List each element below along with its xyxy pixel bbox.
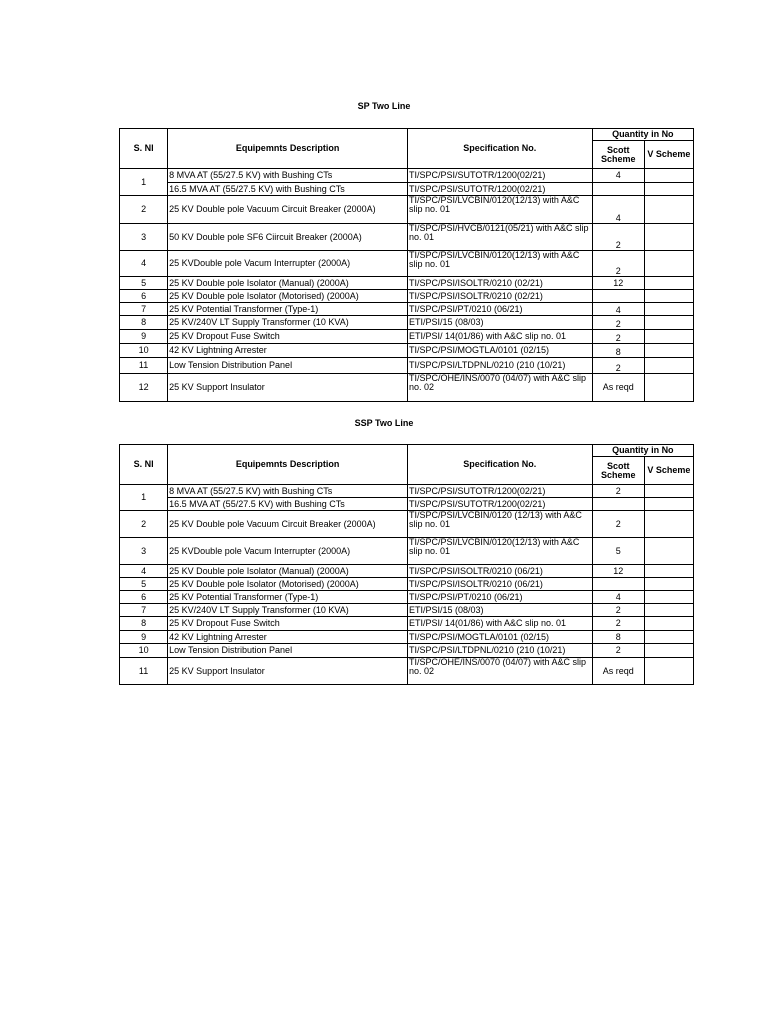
cell-v-qty (644, 344, 693, 358)
table-row (120, 303, 694, 316)
sp-equipment-table (119, 128, 694, 402)
cell-specification: ETI/PSI/ 14(01/86) with A&C slip no. 01 (407, 617, 592, 631)
header-v-scheme: V Scheme (644, 457, 693, 485)
table-row (120, 485, 694, 498)
cell-v-qty (644, 578, 693, 591)
table-row (120, 658, 694, 685)
cell-sn: 2 (120, 196, 168, 224)
cell-sn: 9 (120, 631, 168, 644)
cell-sn: 12 (120, 374, 168, 402)
cell-description: 25 KV Double pole Isolator (Manual) (2000A) (168, 277, 408, 290)
cell-v-qty (644, 183, 693, 196)
cell-v-qty (644, 644, 693, 658)
cell-scott-qty: 2 (592, 316, 644, 330)
cell-sn: 7 (120, 604, 168, 617)
cell-specification: TI/SPC/PSI/MOGTLA/0101 (02/15) (407, 631, 592, 644)
table-row (120, 644, 694, 658)
table-row (120, 498, 694, 511)
table-row (120, 196, 694, 224)
cell-specification: TI/SPC/PSI/LVCBIN/0120 (12/13) with A&C slip no. 01 (407, 511, 592, 538)
cell-specification: TI/SPC/PSI/HVCB/0121(05/21) with A&C slip no. 01 (407, 224, 592, 251)
cell-v-qty (644, 591, 693, 604)
cell-scott-qty: 2 (592, 358, 644, 374)
cell-v-qty (644, 316, 693, 330)
cell-v-qty (644, 196, 693, 224)
cell-specification: ETI/PSI/15 (08/03) (407, 316, 592, 330)
cell-v-qty (644, 290, 693, 303)
cell-sn: 6 (120, 591, 168, 604)
cell-sn: 3 (120, 224, 168, 251)
header-scott-scheme: Scott Scheme (592, 141, 644, 169)
cell-description: 25 KV Potential Transformer (Type-1) (168, 303, 408, 316)
header-description: Equipemnts Description (168, 445, 408, 485)
cell-sn: 10 (120, 344, 168, 358)
cell-scott-qty: 8 (592, 631, 644, 644)
cell-specification: TI/SPC/PSI/LVCBIN/0120(12/13) with A&C slip no. 01 (407, 251, 592, 277)
cell-scott-qty: 4 (592, 196, 644, 224)
cell-description: 25 KV Support Insulator (168, 374, 408, 402)
cell-v-qty (644, 498, 693, 511)
cell-sn: 1 (120, 169, 168, 196)
header-sn: S. Nl (120, 445, 168, 485)
ssp-equipment-table (119, 444, 694, 685)
cell-v-qty (644, 485, 693, 498)
table-row (120, 183, 694, 196)
cell-v-qty (644, 511, 693, 538)
cell-sn: 7 (120, 303, 168, 316)
cell-specification: TI/SPC/PSI/SUTOTR/1200(02/21) (407, 183, 592, 196)
cell-scott-qty (592, 578, 644, 591)
cell-v-qty (644, 358, 693, 374)
cell-specification: TI/SPC/PSI/ISOLTR/0210 (02/21) (407, 277, 592, 290)
cell-v-qty (644, 303, 693, 316)
cell-specification: TI/SPC/PSI/LTDPNL/0210 (210 (10/21) (407, 358, 592, 374)
cell-description: 25 KV/240V LT Supply Transformer (10 KVA) (168, 316, 408, 330)
header-specification: Specification No. (407, 129, 592, 169)
cell-description: 25 KV Dropout Fuse Switch (168, 330, 408, 344)
table-row (120, 277, 694, 290)
cell-scott-qty: As reqd (592, 658, 644, 685)
cell-specification: TI/SPC/PSI/LTDPNL/0210 (210 (10/21) (407, 644, 592, 658)
cell-specification: ETI/PSI/ 14(01/86) with A&C slip no. 01 (407, 330, 592, 344)
cell-sn: 5 (120, 277, 168, 290)
cell-description: 25 KV Potential Transformer (Type-1) (168, 591, 408, 604)
cell-description: 8 MVA AT (55/27.5 KV) with Bushing CTs (168, 169, 408, 183)
cell-sn: 5 (120, 578, 168, 591)
cell-description: 25 KV Double pole Vacuum Circuit Breaker (2000A) (168, 511, 408, 538)
cell-scott-qty (592, 183, 644, 196)
cell-scott-qty: 2 (592, 485, 644, 498)
cell-sn: 2 (120, 511, 168, 538)
cell-sn: 4 (120, 251, 168, 277)
table-row (120, 631, 694, 644)
cell-scott-qty: 12 (592, 565, 644, 578)
cell-v-qty (644, 617, 693, 631)
cell-description: 25 KVDouble pole Vacum Interrupter (2000A) (168, 251, 408, 277)
cell-v-qty (644, 169, 693, 183)
section-title-ssp: SSP Two Line (354, 418, 414, 428)
cell-v-qty (644, 330, 693, 344)
table-row (120, 604, 694, 617)
cell-specification: TI/SPC/PSI/SUTOTR/1200(02/21) (407, 485, 592, 498)
cell-description: 25 KV Dropout Fuse Switch (168, 617, 408, 631)
cell-v-qty (644, 631, 693, 644)
cell-v-qty (644, 224, 693, 251)
header-quantity: Quantity in No (592, 129, 693, 141)
cell-v-qty (644, 251, 693, 277)
cell-v-qty (644, 565, 693, 578)
cell-specification: TI/SPC/PSI/LVCBIN/0120(12/13) with A&C slip no. 01 (407, 538, 592, 565)
cell-v-qty (644, 538, 693, 565)
table-row (120, 617, 694, 631)
cell-specification: TI/SPC/PSI/ISOLTR/0210 (02/21) (407, 290, 592, 303)
cell-scott-qty: 2 (592, 617, 644, 631)
table-row (120, 224, 694, 251)
header-v-scheme: V Scheme (644, 141, 693, 169)
cell-scott-qty: 2 (592, 330, 644, 344)
cell-v-qty (644, 277, 693, 290)
table-row (120, 538, 694, 565)
cell-description: 16.5 MVA AT (55/27.5 KV) with Bushing CTs (168, 498, 408, 511)
cell-specification: TI/SPC/PSI/ISOLTR/0210 (06/21) (407, 565, 592, 578)
cell-specification: TI/SPC/PSI/PT/0210 (06/21) (407, 303, 592, 316)
table-row (120, 511, 694, 538)
cell-description: 25 KV Double pole Isolator (Motorised) (2000A) (168, 290, 408, 303)
cell-v-qty (644, 374, 693, 402)
cell-specification: ETI/PSI/15 (08/03) (407, 604, 592, 617)
cell-description: 25 KV Double pole Isolator (Motorised) (2000A) (168, 578, 408, 591)
table-row (120, 290, 694, 303)
cell-sn: 3 (120, 538, 168, 565)
cell-description: 25 KV/240V LT Supply Transformer (10 KVA) (168, 604, 408, 617)
cell-scott-qty: 8 (592, 344, 644, 358)
table-row (120, 330, 694, 344)
cell-specification: TI/SPC/PSI/ISOLTR/0210 (06/21) (407, 578, 592, 591)
section-title-sp: SP Two Line (357, 101, 411, 111)
cell-sn: 1 (120, 485, 168, 511)
cell-specification: TI/SPC/PSI/PT/0210 (06/21) (407, 591, 592, 604)
cell-scott-qty: As reqd (592, 374, 644, 402)
cell-scott-qty: 2 (592, 224, 644, 251)
cell-description: 8 MVA AT (55/27.5 KV) with Bushing CTs (168, 485, 408, 498)
cell-specification: TI/SPC/OHE/INS/0070 (04/07) with A&C slip no. 02 (407, 658, 592, 685)
cell-scott-qty: 12 (592, 277, 644, 290)
cell-description: 50 KV Double pole SF6 Ciircuit Breaker (2000A) (168, 224, 408, 251)
cell-sn: 10 (120, 644, 168, 658)
table-row (120, 344, 694, 358)
cell-scott-qty (592, 498, 644, 511)
cell-scott-qty: 4 (592, 303, 644, 316)
header-quantity: Quantity in No (592, 445, 693, 457)
table-row (120, 565, 694, 578)
cell-description: 42 KV Lightning Arrester (168, 631, 408, 644)
table-row (120, 358, 694, 374)
cell-scott-qty: 2 (592, 251, 644, 277)
cell-sn: 9 (120, 330, 168, 344)
cell-sn: 8 (120, 316, 168, 330)
header-description: Equipemnts Description (168, 129, 408, 169)
table-row (120, 374, 694, 402)
cell-description: 25 KV Support Insulator (168, 658, 408, 685)
cell-sn: 11 (120, 658, 168, 685)
cell-scott-qty (592, 290, 644, 303)
header-specification: Specification No. (407, 445, 592, 485)
cell-scott-qty: 4 (592, 591, 644, 604)
cell-description: 25 KV Double pole Isolator (Manual) (2000A) (168, 565, 408, 578)
cell-description: Low Tension Distribution Panel (168, 644, 408, 658)
cell-description: 25 KVDouble pole Vacum Interrupter (2000A) (168, 538, 408, 565)
cell-sn: 4 (120, 565, 168, 578)
cell-specification: TI/SPC/PSI/SUTOTR/1200(02/21) (407, 498, 592, 511)
cell-sn: 6 (120, 290, 168, 303)
cell-scott-qty: 5 (592, 538, 644, 565)
cell-v-qty (644, 604, 693, 617)
cell-description: 42 KV Lightning Arrester (168, 344, 408, 358)
cell-specification: TI/SPC/PSI/MOGTLA/0101 (02/15) (407, 344, 592, 358)
table-row (120, 578, 694, 591)
header-scott-scheme: Scott Scheme (592, 457, 644, 485)
cell-description: Low Tension Distribution Panel (168, 358, 408, 374)
cell-specification: TI/SPC/PSI/SUTOTR/1200(02/21) (407, 169, 592, 183)
table-row (120, 316, 694, 330)
cell-description: 16.5 MVA AT (55/27.5 KV) with Bushing CTs (168, 183, 408, 196)
table-row (120, 169, 694, 183)
cell-sn: 11 (120, 358, 168, 374)
table-row (120, 591, 694, 604)
cell-sn: 8 (120, 617, 168, 631)
cell-scott-qty: 2 (592, 511, 644, 538)
cell-scott-qty: 2 (592, 604, 644, 617)
cell-scott-qty: 2 (592, 644, 644, 658)
cell-specification: TI/SPC/PSI/LVCBIN/0120(12/13) with A&C slip no. 01 (407, 196, 592, 224)
table-row (120, 251, 694, 277)
cell-v-qty (644, 658, 693, 685)
cell-description: 25 KV Double pole Vacuum Circuit Breaker (2000A) (168, 196, 408, 224)
header-sn: S. Nl (120, 129, 168, 169)
cell-specification: TI/SPC/OHE/INS/0070 (04/07) with A&C slip no. 02 (407, 374, 592, 402)
cell-scott-qty: 4 (592, 169, 644, 183)
